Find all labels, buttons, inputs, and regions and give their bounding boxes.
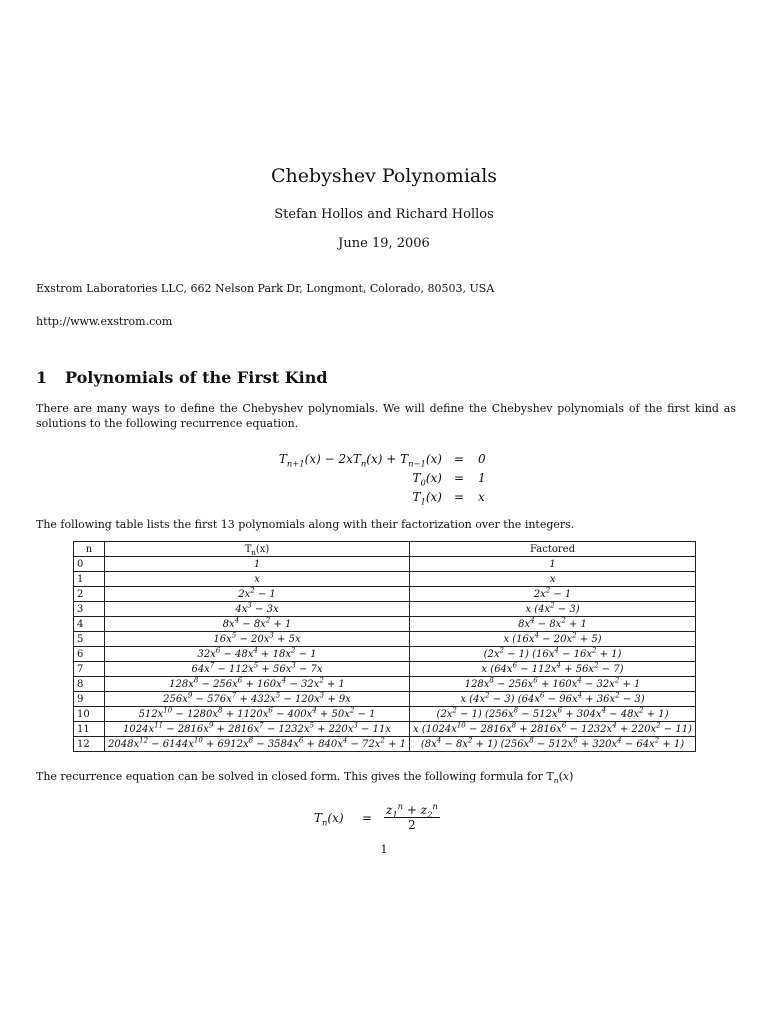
row-polynomial: $16x^5 - 20x^3 + 5x$ (105, 632, 410, 647)
row-factored: x $(16x^4 - 20x^2 + 5)$ (410, 632, 696, 647)
table-row (74, 677, 696, 692)
closed-form-equation (314, 803, 474, 833)
recurrence-lhs: $T_1(x)$ (412, 490, 442, 507)
row-index: 11 (74, 722, 105, 737)
table-row (74, 632, 696, 647)
row-index: 3 (74, 602, 105, 617)
row-index: 6 (74, 647, 105, 662)
row-index: 10 (74, 707, 105, 722)
recurrence-lhs: $T_{n+1}(x) - 2xT_n(x) + T_{n-1}(x)$ (278, 452, 442, 469)
affiliation: Exstrom Laboratories LLC, 662 Nelson Park Dr, Longmont, Colorado, 80503, USA (36, 282, 495, 295)
table-row (74, 662, 696, 677)
row-factored: x $(1024x^{10} - 2816x^8 + 2816x^6 - 1232x^4 + 220x^2 - 11)$ (410, 722, 696, 737)
row-factored: $8x^4 - 8x^2 + 1$ (410, 617, 696, 632)
row-index: 4 (74, 617, 105, 632)
row-index: 1 (74, 572, 105, 587)
table-row (74, 587, 696, 602)
row-polynomial: $512x^{10} - 1280x^8 + 1120x^6 - 400x^4 + 50x^2 - 1$ (105, 707, 410, 722)
table-row (74, 617, 696, 632)
row-factored: x (410, 572, 696, 587)
row-polynomial: $64x^7 - 112x^5 + 56x^3 - 7x$ (105, 662, 410, 677)
paper-date: June 19, 2006 (338, 236, 430, 251)
recurrence-rhs: 0 (478, 452, 486, 466)
fraction-denominator: 2 (408, 818, 416, 832)
row-polynomial: x (105, 572, 410, 587)
header-factored: Factored (410, 542, 696, 557)
row-index: 7 (74, 662, 105, 677)
closed-form-fraction (384, 803, 440, 832)
table-row (74, 722, 696, 737)
recurrence-relation: = (453, 471, 465, 485)
row-index: 0 (74, 557, 105, 572)
row-polynomial: $128x^8 - 256x^6 + 160x^4 - 32x^2 + 1$ (105, 677, 410, 692)
table-row (74, 557, 696, 572)
row-index: 9 (74, 692, 105, 707)
fraction-numerator: $z_1^n + z_2^n$ (386, 801, 438, 820)
recurrence-relation: = (453, 490, 465, 504)
recurrence-relation: = (453, 452, 465, 466)
paper-title: Chebyshev Polynomials (270, 165, 498, 187)
website-url: http://www.exstrom.com (36, 315, 173, 328)
recurrence-rhs: 1 (478, 471, 486, 485)
table-row (74, 707, 696, 722)
table-row (74, 647, 696, 662)
row-index: 12 (74, 737, 105, 752)
row-polynomial: $8x^4 - 8x^2 + 1$ (105, 617, 410, 632)
row-index: 2 (74, 587, 105, 602)
chebyshev-table (73, 541, 696, 752)
row-polynomial: $4x^3 - 3x$ (105, 602, 410, 617)
page-number: 1 (380, 843, 388, 856)
row-polynomial: $2x^2 - 1$ (105, 587, 410, 602)
row-index: 8 (74, 677, 105, 692)
table-header-row (74, 542, 696, 557)
recurrence-lhs: $T_0(x)$ (412, 471, 442, 488)
row-factored: $2x^2 - 1$ (410, 587, 696, 602)
row-index: 5 (74, 632, 105, 647)
table-row (74, 737, 696, 752)
table-row (74, 572, 696, 587)
closed-form-paragraph: The recurrence equation can be solved in closed form. This gives the following formula for $T_n(x)$ (36, 770, 574, 786)
closed-form-relation: = (362, 811, 373, 825)
row-polynomial: $1024x^{11} - 2816x^9 + 2816x^7 - 1232x^5 + 220x^3 - 11x$ (105, 722, 410, 737)
row-factored: x $(4x^2 - 3) (64x^6 - 96x^4 + 36x^2 - 3)$ (410, 692, 696, 707)
row-factored: $128x^8 - 256x^6 + 160x^4 - 32x^2 + 1$ (410, 677, 696, 692)
header-polynomial: $T_n(x)$ (105, 542, 410, 557)
row-polynomial: 1 (105, 557, 410, 572)
table-row (74, 692, 696, 707)
row-factored: $(2x^2 - 1) (256x^8 - 512x^6 + 304x^4 - 48x^2 + 1)$ (410, 707, 696, 722)
section-heading (36, 368, 328, 387)
header-n: n (74, 542, 105, 557)
row-factored: $(8x^4 - 8x^2 + 1) (256x^8 - 512x^6 + 320x^4 - 64x^2 + 1)$ (410, 737, 696, 752)
paper-authors: Stefan Hollos and Richard Hollos (274, 207, 494, 222)
section-number: 1 (36, 368, 48, 387)
row-factored: x $(4x^2 - 3)$ (410, 602, 696, 617)
recurrence-rhs: x (478, 490, 485, 504)
table-row (74, 602, 696, 617)
row-factored: 1 (410, 557, 696, 572)
row-polynomial: $256x^9 - 576x^7 + 432x^5 - 120x^3 + 9x$ (105, 692, 410, 707)
row-polynomial: $32x^6 - 48x^4 + 18x^2 - 1$ (105, 647, 410, 662)
intro-paragraph: There are many ways to define the Chebyshev polynomials. We will define the Chebyshev polynomials of the first kind as solutions to the following recurrence equation. (36, 402, 736, 430)
closed-form-lhs: $T_n(x)$ (314, 811, 344, 828)
row-polynomial: $2048x^{12} - 6144x^{10} + 6912x^8 - 3584x^6 + 840x^4 - 72x^2 + 1$ (105, 737, 410, 752)
row-factored: x $(64x^6 - 112x^4 + 56x^2 - 7)$ (410, 662, 696, 677)
section-title: Polynomials of the First Kind (65, 368, 328, 387)
closed-form-intro: The recurrence equation can be solved in closed form. This gives the following formula for T (36, 770, 554, 783)
table-intro-paragraph: The following table lists the first 13 polynomials along with their factorization over the integers. (36, 518, 575, 531)
row-factored: $(2x^2 - 1) (16x^4 - 16x^2 + 1)$ (410, 647, 696, 662)
